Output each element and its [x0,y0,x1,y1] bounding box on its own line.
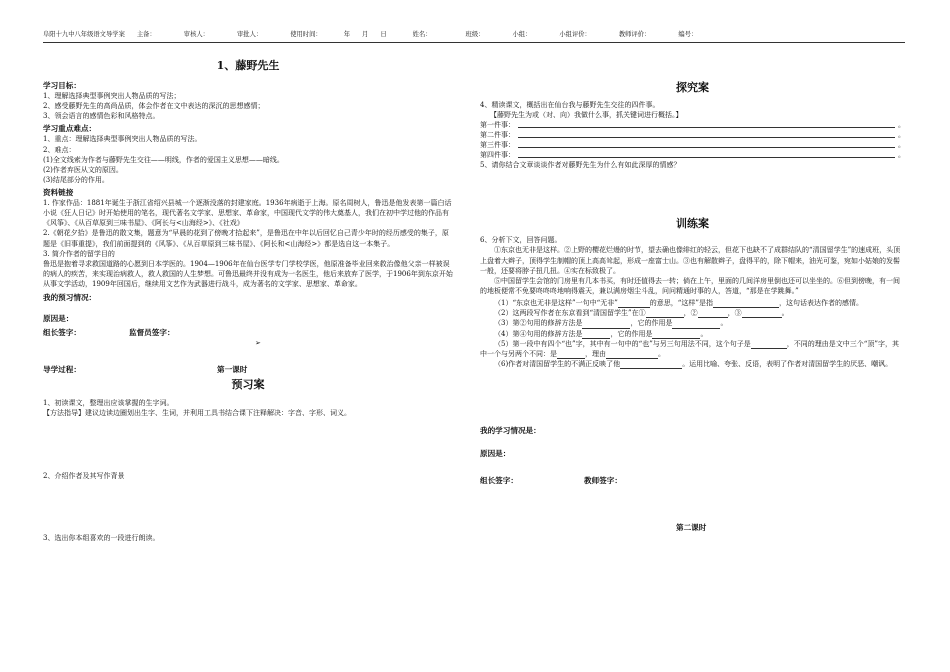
sub-question-4: （4）第④句用的修辞方法是 ，它的作用是 。 [494,329,708,338]
study-status-label: 我的学习情况是： [480,426,541,436]
goal-item: 3、领会语言的感情色彩和风格特点。 [43,112,160,121]
header-field: 审核人： [183,31,209,38]
method-tip: 【方法指导】建议边读边圈划出生字、生词，并利用工具书结合课下注释解决：字音、字形、词义。 [43,409,351,418]
goal-item: 1、理解选择典型事例突出人物品质的写法； [43,91,181,100]
question-5: 5、请你结合文章谈谈作者对藤野先生为什么有如此深厚的情感？ [480,161,681,170]
school-title: 阜阳十九中八年级语文导学案 [43,31,125,38]
event-line[interactable]: 第三件事： 。 [480,141,905,150]
explore-case-heading: 探究案 [676,81,709,94]
header-field: 年 [343,31,350,38]
material-paragraph: 2.《朝花夕拾》是鲁迅的散文集，题意为“早晨的花到了傍晚才拾起来”，是鲁迅在中年以后回忆自己青少年时的经历感受的集子，原题是《旧事重提》，我们前面提到的《风筝》、《从百草原到三味书屋》、《阿长和<山海经>》都是选自这一本集子。 [43,229,449,248]
preview-case-heading: 预习案 [231,378,265,392]
header-field: 审批人： [236,31,263,38]
sub-question-2: （2）这两段写作者在东京看到“清国留学生”在① ，② ，③ 。 [494,309,789,318]
keys-heading: 学习重点难点： [43,124,97,134]
key-item: 1、重点：理解选择典型事例突出人物品质的写法。 [43,135,202,144]
reason-label: 原因是： [480,449,511,459]
supervisor-sign-label: 监督员签字： [129,328,175,338]
event-label: 第二件事： [480,131,515,140]
leader-sign-label: 组长签字： [480,476,518,486]
event-line[interactable]: 第四件事： 。 [480,151,905,160]
right-column [480,50,905,533]
lesson1-label: 第一课时 [217,365,248,375]
header-field: 班级： [465,31,485,38]
passage-paragraph: ①东京也无非是这样。②上野的樱花烂熳的时节，望去确也像绯红的轻云，但花下也缺不了成群结队的“清国留学生”的速成班，头顶上盘着大辫子，顶得学生制帽的顶上高高耸起，形成一座富士山。③也有解散辫子，盘得平的，除下帽来，油光可鉴，宛如小姑娘的发髻一般，还要将脖子扭几扭。④实在标致极了。 [480,246,901,275]
header-field: 主备： [136,31,156,38]
sub-question-1: （1）“东京也无非是这样”一句中“无非” 的意思，“这样”是指 ，这句话表达作者的感情。 [494,299,863,308]
sub-question-5: （5）第一段中有四个“也”字，其中有一句中的“也”与另三句用法不同，这个句子是 ，不同的理由是文中三个“顶”字，其中一个与另两个不同：是 ，理由 。 [480,339,899,358]
preview-status-label: 我的预习情况： [43,293,97,303]
header-field: 小组： [512,31,532,38]
material-paragraph: 鲁迅是抱着寻求救国道路的心愿到日本学医的。1904—1906年在仙台医学专门学校学医，他原准备毕业回来救治像他父亲一样被误的病人的疾苦，来实现治病救人，救人救国的人生梦想。可鲁迅最终并没有成为一名医生，他后来放弃了医学，于1906年到东京开始从事文学活动，1909年回国后，继续用文艺作为武器进行战斗，成为著名的文学家、思想家、革命家。 [43,259,453,289]
header-field: 教师评价： [618,31,651,38]
material-paragraph: 1. 作家作品：1881年诞生于浙江省绍兴县城一个逐渐没落的封建家庭。1936年病逝于上海。原名周树人，鲁迅是他发表第一篇白话小说《狂人日记》时开始使用的笔名，现代著名文学家、思想家、革命家，中国现代文学的伟大奠基人，我们在初中学过他的作品有《风筝》、《从百草原到三味书屋》、《阿长与<山海经>》、《社戏》 [43,199,452,228]
event-line[interactable]: 第一件事： 。 [480,121,905,130]
sub-question-3: （3）第②句用的修辞方法是 ，它的作用是 。 [494,319,728,328]
header-field: 姓名： [412,31,432,38]
question-6: 6、分析下文，回答问题。 [480,236,562,245]
key-item: (2)作者弃医从文的原因。 [43,165,123,174]
arrow-bullet-icon: ➢ [255,339,261,348]
teacher-sign-label: 教师签字： [584,476,622,486]
key-item: 2、难点： [43,145,76,154]
process-label: 导学过程： [43,365,81,375]
practice-case-heading: 训练案 [676,217,709,231]
event-line[interactable]: 第二件事： 。 [480,131,905,140]
header-field: 使用时间： [290,31,322,38]
task2: 2、介绍作者及其写作背景 [43,471,125,480]
question-4: 4、精读课文，概括出在仙台我与藤野先生交往的四件事。 [480,100,660,109]
header-field: 月 [362,31,369,38]
event-label: 第四件事： [480,151,515,160]
material-paragraph: 3. 简介作者的留学目的 [43,249,115,258]
goals-heading: 学习目标： [43,80,81,90]
lesson2-label: 第二课时 [676,523,707,533]
key-item: (3)结尾部分的作用。 [43,175,109,184]
header-field: 日 [380,31,387,38]
task1: 1、初读课文，整理出应该掌握的生字词。 [43,399,174,408]
event-label: 第三件事： [480,141,515,150]
reason-label: 原因是： [43,314,74,324]
key-item: (1)全文线索为作者与藤野先生交往——明线，作者的爱国主义思想——暗线。 [43,155,284,164]
left-column [43,50,453,543]
header-field: 编号： [678,31,698,38]
question-4-tip: 【藤野先生为或（对、向）我做什么事，抓关键词进行概括。】 [490,111,683,120]
goal-item: 2、感受藤野先生的高尚品质，体会作者在文中表达的深沉的思想感情； [43,102,265,111]
material-heading: 资料链接 [43,188,74,198]
page-header [43,30,905,43]
passage-paragraph: ⑤中国留学生会馆的门房里有几本书买，有时还值得去一转；倘在上午，里面的几间洋房里倒也还可以坐坐的。⑥但到傍晚，有一间的地板便常不免要咚咚咚地响得震天，兼以满房烟尘斗乱，问问精通时事的人，答道，“那是在学跳舞。” [480,276,900,295]
task3: 3、选出你本组喜欢的一段进行朗读。 [43,533,160,542]
lesson-title: 1、藤野先生 [216,59,280,72]
leader-sign-label: 组长签字： [43,328,81,338]
header-field: 小组评价： [559,31,591,38]
sub-question-6: （6)作者对清国留学生的不满正反映了他 。运用比喻、夸张、反语，表明了作者对清国留学生的厌恶、嘲讽。 [494,359,893,368]
event-label: 第一件事： [480,121,515,130]
